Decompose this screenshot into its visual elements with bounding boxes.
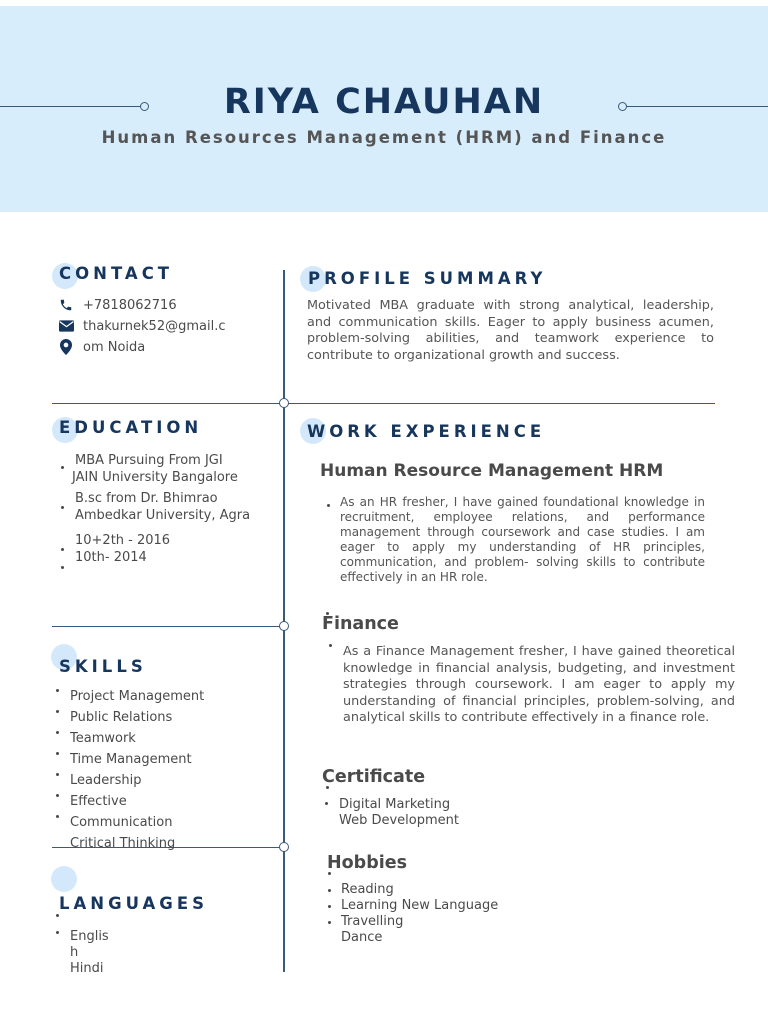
contact-location-text: om Noida (83, 339, 146, 355)
contact-email (58, 317, 225, 335)
skills-title: SKILLS (59, 657, 147, 676)
hrm-job-title: Human Resource Management HRM (320, 461, 664, 481)
map-pin-icon (58, 339, 74, 355)
skill-item: Effective (70, 794, 127, 809)
contact-location (58, 338, 145, 356)
hobby-item: Learning New Language (341, 898, 499, 913)
hobby-item: Reading (341, 882, 394, 897)
language-item: h (70, 945, 79, 960)
skill-item: Communication (70, 815, 173, 830)
certificate-list (339, 797, 459, 829)
contact-email-text: thakurnek52@gmail.c (83, 318, 226, 334)
education-bullet (61, 566, 64, 569)
education-item-1-line2: JAIN University Bangalore (72, 470, 238, 485)
contact-title: CONTACT (59, 264, 174, 283)
language-bullet (56, 914, 59, 917)
envelope-icon (58, 318, 74, 334)
section-rule-2 (52, 626, 285, 627)
work-title: WORK EXPERIENCE (307, 422, 546, 441)
certificate-bullet (325, 802, 328, 805)
profile-title: PROFILE SUMMARY (308, 269, 547, 288)
phone-icon (58, 297, 74, 313)
skill-item: Critical Thinking (70, 836, 176, 851)
language-item: Englis (70, 929, 109, 944)
profile-text: Motivated MBA graduate with strong analytical, leadership, and communication skills. Eager to apply business acumen, problem-solving abilities, and teamwork experience to contribute to organizational growth and success. (307, 298, 714, 363)
section-rule-1 (52, 403, 715, 404)
languages-title: LANGUAGES (59, 894, 208, 913)
skill-bullet (56, 773, 59, 776)
education-item-3-line2: 10th- 2014 (75, 550, 147, 565)
candidate-name: RIYA CHAUHAN (223, 82, 545, 122)
skill-bullet (56, 710, 59, 713)
skill-item: Public Relations (70, 710, 173, 725)
languages-list (70, 929, 109, 977)
skill-item: Leadership (70, 773, 142, 788)
candidate-subtitle: Human Resources Management (HRM) and Finance (101, 128, 667, 147)
skills-list (70, 686, 204, 854)
skill-bullet (56, 794, 59, 797)
language-item: Hindi (70, 961, 104, 976)
certificate-item: Web Development (339, 813, 459, 828)
section-rule-3-node (279, 842, 289, 852)
education-bullet (61, 506, 64, 509)
certificate-title: Certificate (322, 767, 426, 787)
skill-item: Project Management (70, 689, 205, 704)
hobby-bullet (328, 889, 331, 892)
language-bullet (56, 931, 59, 934)
skill-item: Time Management (70, 752, 192, 767)
hobby-bullet (328, 905, 331, 908)
hobbies-list (341, 882, 498, 946)
education-item-2-line1: B.sc from Dr. Bhimrao (75, 491, 218, 506)
contact-phone (58, 296, 177, 314)
skill-bullet (56, 815, 59, 818)
hrm-description: As an HR fresher, I have gained foundational knowledge in recruitment, employee relations, and performance management through coursework and case studies. I am eager to apply my understanding of HR principles, communication, and problem- solving skills to contribute effectively in an HR role. (340, 495, 705, 584)
education-bullet (61, 466, 64, 469)
hrm-bullet (327, 504, 330, 507)
skill-bullet (56, 689, 59, 692)
education-item-3-line1: 10+2th - 2016 (75, 533, 171, 548)
contact-phone-text: +7818062716 (83, 297, 177, 313)
skill-bullet (56, 731, 59, 734)
education-title: EDUCATION (59, 418, 203, 437)
section-rule-2-node (279, 621, 289, 631)
skill-bullet (56, 752, 59, 755)
finance-bullet (329, 644, 332, 647)
finance-title: Finance (322, 614, 399, 634)
hobbies-title: Hobbies (327, 853, 408, 873)
education-item-2-line2: Ambedkar University, Agra (75, 508, 251, 523)
hobby-item: Dance (341, 930, 383, 945)
certificate-item: Digital Marketing (339, 797, 451, 812)
hobby-item: Travelling (341, 914, 404, 929)
skill-item: Teamwork (70, 731, 136, 746)
hobby-bullet (328, 921, 331, 924)
education-bullet (61, 548, 64, 551)
education-item-1-line1: MBA Pursuing From JGI (75, 453, 223, 468)
section-rule-1-node (279, 398, 289, 408)
languages-title-blob (51, 866, 77, 892)
finance-description: As a Finance Management fresher, I have gained theoretical knowledge in financial analysis, budgeting, and investment strategies through coursework. I am eager to apply my understanding of financial principles, problem-solving, and analytical skills to contribute effectively in a finance role. (343, 644, 735, 725)
